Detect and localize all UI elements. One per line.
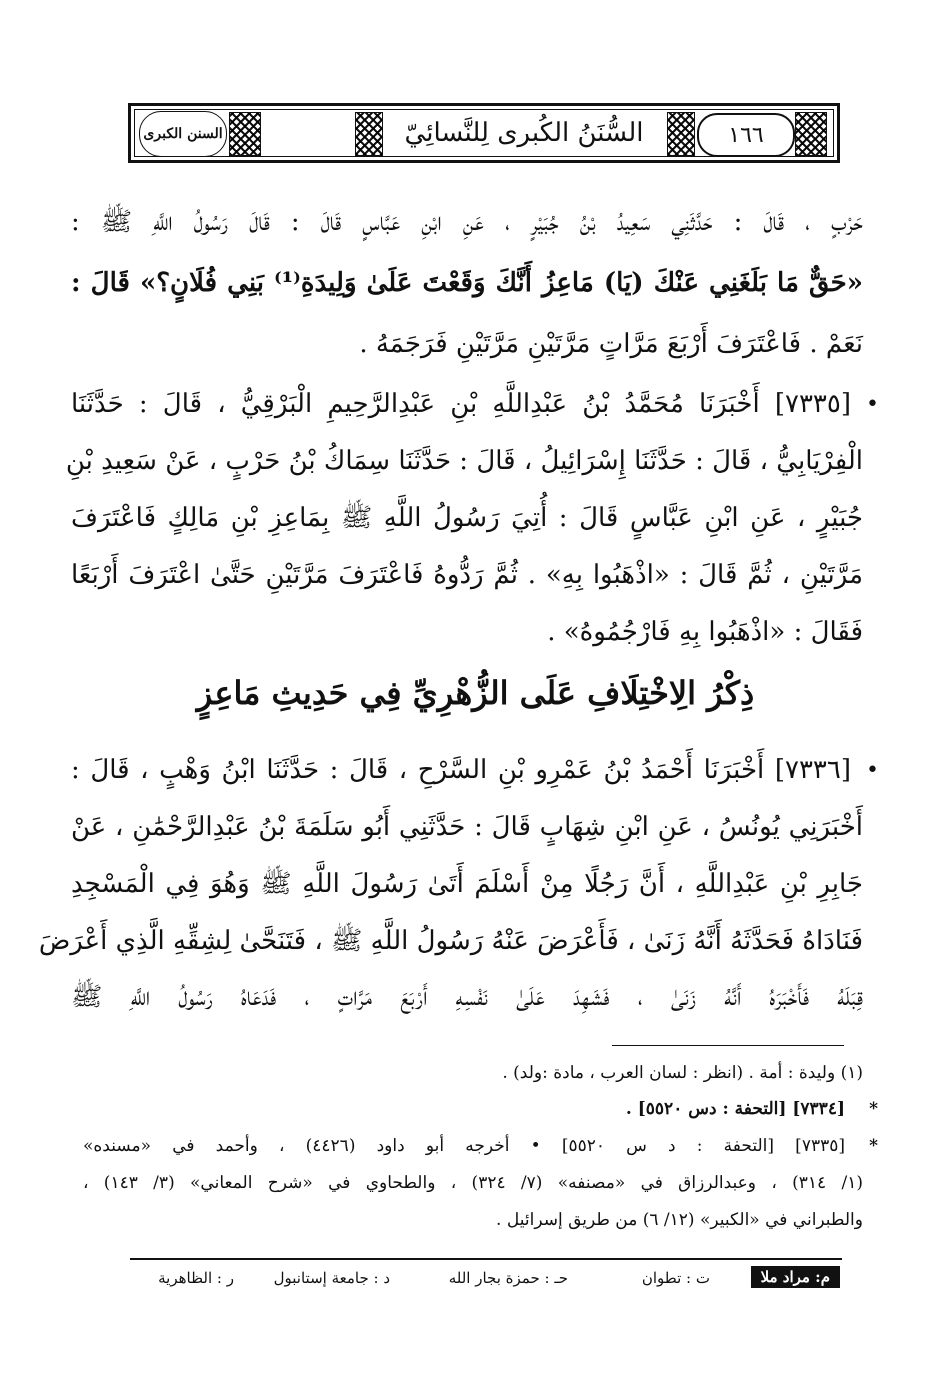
sigla-divider	[130, 1258, 842, 1260]
ornament-icon	[355, 112, 383, 156]
hadith-line: [٧٣٣٥] أَخْبَرَنَا مُحَمَّدُ بْنُ عَبْدِاللَّهِ بْنِ عَبْدِالرَّحِيمِ الْبَرْقِيُّ ، قَالَ : حَدَّثَنَا	[71, 389, 851, 419]
hadith-line: فَنَادَاهُ فَحَدَّثَهُ أَنَّهُ زَنَىٰ ، فَأَعْرَضَ عَنْهُ رَسُولُ اللَّهِ ﷺ ، فَتَنَحَّىٰ لِشِقِّهِ الَّذِي أَعْرَضَ	[38, 926, 863, 956]
footnote: [٧٣٣٥] [التحفة : د س ٥٥٢٠] • أخرجه أبو داود (٤٤٢٦) ، وأحمد في «مسنده»	[83, 1136, 845, 1156]
footnote: (١) وليدة : أمة . (انظر : لسان العرب ، مادة :ولد) .	[502, 1063, 863, 1083]
hadith-line: [٧٣٣٦] أَخْبَرَنَا أَحْمَدُ بْنُ عَمْرِو بْنِ السَّرْحِ ، قَالَ : حَدَّثَنَا ابْنُ وَهْبٍ ، قَالَ :	[71, 755, 851, 785]
section-heading: ذِكْرُ الِاخْتِلَافِ عَلَى الزُّهْرِيِّ فِي حَدِيثِ مَاعِزٍ	[196, 674, 755, 712]
hadith-line: جُبَيْرٍ ، عَنِ ابْنِ عَبَّاسٍ قَالَ : أُتِيَ رَسُولُ اللَّهِ ﷺ بِمَاعِزِ بْنِ مَالِكٍ فَاعْتَرَفَ	[71, 503, 863, 533]
text-line: نَعَمْ . فَاعْتَرَفَ أَرْبَعَ مَرَّاتٍ مَرَّتَيْنِ مَرَّتَيْنِ فَرَجَمَهُ .	[359, 329, 863, 359]
footnote: والطبراني في «الكبير» (١٢/ ٦) من طريق إسرائيل .	[496, 1210, 863, 1230]
hadith-line: أَخْبَرَنِي يُونُسُ ، عَنِ ابْنِ شِهَابٍ قَالَ : حَدَّثَنِي أَبُو سَلَمَةَ بْنُ عَبْدِالرَّحْمَٰنِ ، عَنْ	[71, 812, 863, 842]
sigla-primary: م: مراد ملا	[751, 1266, 840, 1288]
running-title: السُّنَنُ الكُبرى لِلنَّسائِيّ	[404, 118, 644, 148]
manuscript-sigla	[140, 1266, 840, 1292]
text-line: حَرْبٍ ، قَالَ : حَدَّثَنِي سَعِيدُ بْنُ جُبَيْرٍ ، عَنِ ابْنِ عَبَّاسٍ قَالَ : قَالَ رَسُولُ اللَّهِ ﷺ :	[71, 207, 863, 237]
ornament-icon	[229, 112, 261, 156]
footnote: (١/ ٣١٤) ، وعبدالرزاق في «مصنفه» (٧/ ٣٢٤) ، والطحاوي في «شرح المعاني» (٣/ ١٤٣) ،	[83, 1173, 864, 1193]
footnote-star: *	[869, 1099, 878, 1119]
page-header	[128, 103, 840, 163]
footnote-star: *	[869, 1136, 878, 1156]
hadith-bullet: •	[866, 758, 879, 783]
footnote-divider	[612, 1045, 844, 1046]
hadith-line: قِبَلَهُ فَأَخْبَرَهُ أَنَّهُ زَنَىٰ ، فَشَهِدَ عَلَىٰ نَفْسِهِ أَرْبَعَ مَرَّاتٍ ، فَدَعَاهُ رَسُولُ اللَّهِ ﷺ	[71, 982, 863, 1012]
hadith-line: جَابِرِ بْنِ عَبْدِاللَّهِ ، أَنَّ رَجُلًا مِنْ أَسْلَمَ أَتَىٰ رَسُولَ اللَّهِ ﷺ وَهُوَ فِي الْمَسْجِدِ	[71, 869, 863, 899]
sigla-item: ر : الظاهرية	[158, 1269, 234, 1287]
text-line: «حَقٌّ مَا بَلَغَنِي عَنْكَ (يَا) مَاعِزُ أَنَّكَ وَقَعْتَ عَلَىٰ وَلِيدَةِ⁽¹⁾ بَنِي فُلَانٍ؟» قَالَ :	[71, 268, 863, 298]
hadith-line: فَقَالَ : «اذْهَبُوا بِهِ فَارْجُمُوهُ» .	[547, 617, 863, 647]
hadith-bullet: •	[866, 392, 879, 417]
sigla-item: د : جامعة إستانبول	[273, 1269, 390, 1287]
sigla-item: حـ : حمزة بجار الله	[448, 1269, 568, 1287]
sigla-item: ت : تطوان	[641, 1269, 710, 1287]
page-number: ١٦٦	[697, 113, 795, 157]
footnote: [٧٣٣٤] [التحفة : دس ٥٥٢٠] .	[625, 1099, 845, 1119]
ornament-icon	[795, 112, 827, 156]
hadith-line: مَرَّتَيْنِ ، ثُمَّ قَالَ : «اذْهَبُوا بِهِ» . ثُمَّ رَدُّوهُ فَاعْتَرَفَ مَرَّتَيْنِ حَتَّىٰ اعْتَرَفَ أَرْبَعًا	[71, 560, 863, 590]
book-emblem-logo: السنن الكبرى	[139, 111, 227, 157]
hadith-line: الْفِرْيَابِيُّ ، قَالَ : حَدَّثَنَا إِسْرَائِيلُ ، قَالَ : حَدَّثَنَا سِمَاكُ بْنُ حَرْبٍ ، عَنْ سَعِيدِ بْنِ	[65, 446, 863, 476]
ornament-icon	[667, 112, 695, 156]
